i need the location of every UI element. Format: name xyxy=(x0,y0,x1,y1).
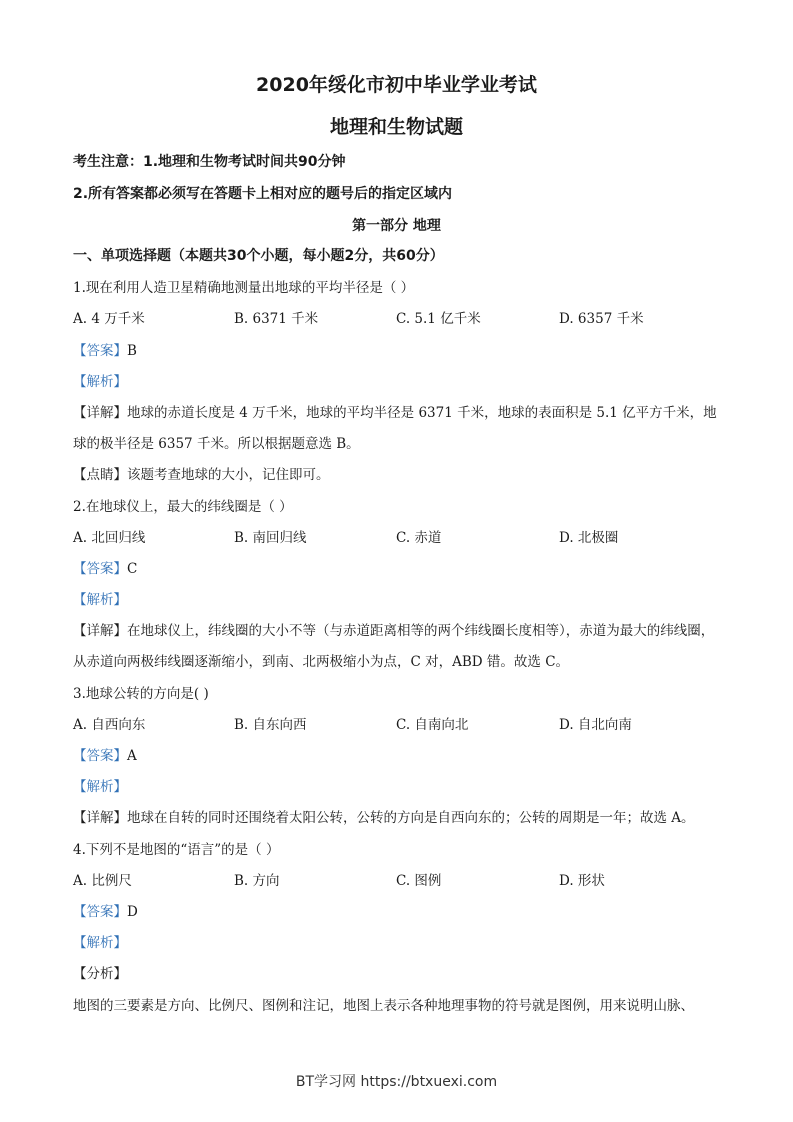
detail-tag: 【详解】 xyxy=(73,405,127,421)
detail-tag: 【详解】 xyxy=(73,623,127,639)
q4-option-d: D. 形状 xyxy=(559,873,605,889)
q2-detail-line-1 xyxy=(73,619,714,639)
q1-option-d: D. 6357 千米 xyxy=(559,311,644,327)
q4-fenxi: 【分析】 xyxy=(73,966,127,982)
q4-answer xyxy=(73,900,138,920)
q1-option-a: A. 4 万千米 xyxy=(73,311,145,327)
q4-analysis xyxy=(73,931,127,951)
section-heading: 一、单项选择题（本题共30个小题，每小题2分，共60分） xyxy=(73,248,444,264)
answer-tag: 【答案】 xyxy=(73,904,127,920)
analysis-tag: 【解析】 xyxy=(73,935,127,951)
q3-option-b: B. 自东向西 xyxy=(234,717,307,733)
answer-tag: 【答案】 xyxy=(73,748,127,764)
detail-text: 地球的赤道长度是 4 万千米，地球的平均半径是 6371 千米，地球的表面积是 5.1 亿平方千米，地 xyxy=(127,405,717,421)
q2-option-d: D. 北极圈 xyxy=(559,530,619,546)
answer-value: A xyxy=(127,748,137,764)
q2-detail-line-2: 从赤道向两极纬线圈逐渐缩小，到南、北两极缩小为点，C 对，ABD 错。故选 C。 xyxy=(73,654,570,670)
detail-text: 地球在自转的同时还围绕着太阳公转，公转的方向是自西向东的；公转的周期是一年；故选 A。 xyxy=(127,810,695,826)
q3-analysis xyxy=(73,775,127,795)
analysis-tag: 【解析】 xyxy=(73,779,127,795)
q1-detail-line-1 xyxy=(73,401,717,421)
detail-tag: 【详解】 xyxy=(73,810,127,826)
analysis-tag: 【解析】 xyxy=(73,592,127,608)
q2-analysis xyxy=(73,588,127,608)
part-heading: 第一部分 地理 xyxy=(352,218,441,234)
answer-value: C xyxy=(127,561,138,577)
exam-title: 2020年绥化市初中毕业学业考试 xyxy=(256,74,537,96)
answer-tag: 【答案】 xyxy=(73,343,127,359)
note-1: 考生注意：1.地理和生物考试时间共90分钟 xyxy=(73,154,346,170)
note-2: 2.所有答案都必须写在答题卡上相对应的题号后的指定区域内 xyxy=(73,186,453,202)
q3-answer xyxy=(73,744,137,764)
analysis-tag: 【解析】 xyxy=(73,374,127,390)
q1-option-c: C. 5.1 亿千米 xyxy=(396,311,481,327)
answer-value: D xyxy=(127,904,138,920)
q1-analysis xyxy=(73,370,127,390)
detail-text: 在地球仪上，纬线圈的大小不等（与赤道距离相等的两个纬线圈长度相等），赤道为最大的纬线圈， xyxy=(127,623,715,639)
q1-detail-line-2: 球的极半径是 6357 千米。所以根据题意选 B。 xyxy=(73,436,360,452)
comment-tag: 【点睛】 xyxy=(73,467,127,483)
q4-stem: 4.下列不是地图的“语言”的是（ ） xyxy=(73,842,280,858)
q1-stem: 1.现在利用人造卫星精确地测量出地球的平均半径是（ ） xyxy=(73,280,415,296)
q3-option-c: C. 自南向北 xyxy=(396,717,469,733)
q3-detail-line-1 xyxy=(73,806,695,826)
q4-fenxi-text: 地图的三要素是方向、比例尺、图例和注记，地图上表示各种地理事物的符号就是图例，用来说明山脉、 xyxy=(73,998,694,1014)
q1-option-b: B. 6371 千米 xyxy=(234,311,319,327)
q2-option-b: B. 南回归线 xyxy=(234,530,307,546)
q3-option-a: A. 自西向东 xyxy=(73,717,146,733)
q3-option-d: D. 自北向南 xyxy=(559,717,632,733)
answer-tag: 【答案】 xyxy=(73,561,127,577)
q2-option-a: A. 北回归线 xyxy=(73,530,146,546)
q2-stem: 2.在地球仪上，最大的纬线圈是（ ） xyxy=(73,499,293,515)
answer-value: B xyxy=(127,343,137,359)
q2-answer xyxy=(73,557,137,577)
comment-text: 该题考查地球的大小，记住即可。 xyxy=(127,467,330,483)
site-footer: BT学习网 https://btxuexi.com xyxy=(295,1074,498,1090)
q1-answer xyxy=(73,339,137,359)
q4-option-a: A. 比例尺 xyxy=(73,873,132,889)
q2-option-c: C. 赤道 xyxy=(396,530,442,546)
q4-option-b: B. 方向 xyxy=(234,873,280,889)
q3-stem: 3.地球公转的方向是( ) xyxy=(73,686,209,702)
q1-comment xyxy=(73,463,330,483)
exam-subtitle: 地理和生物试题 xyxy=(329,116,463,138)
q4-option-c: C. 图例 xyxy=(396,873,442,889)
